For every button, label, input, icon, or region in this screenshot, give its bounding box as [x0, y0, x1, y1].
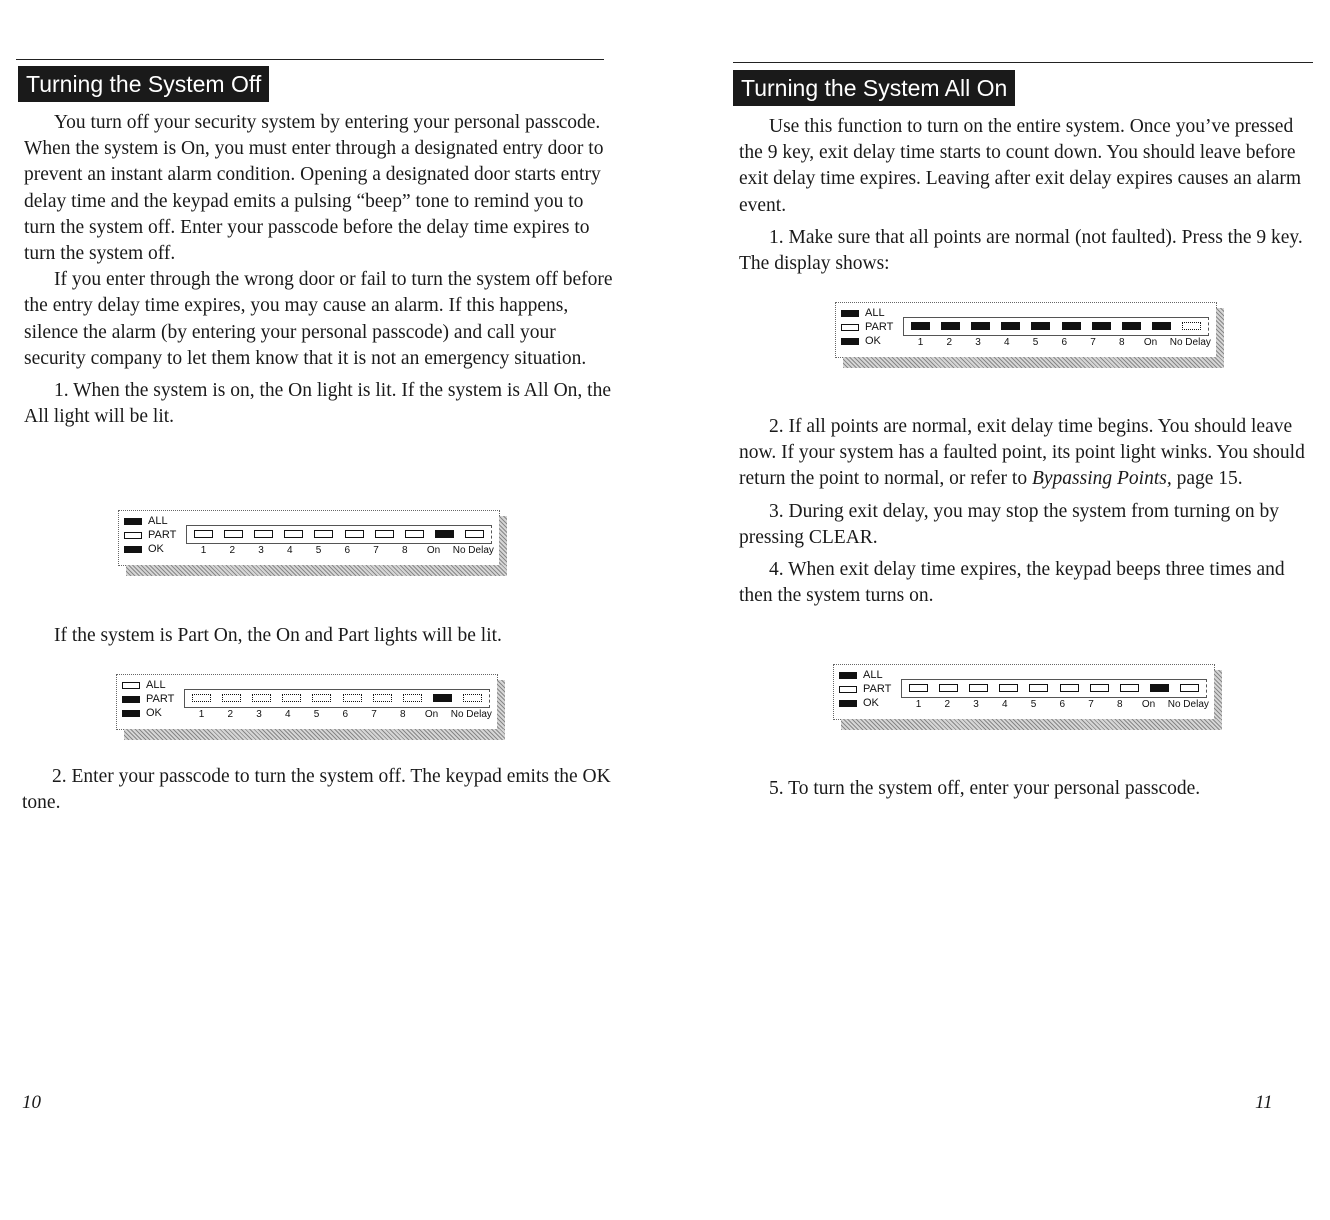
point-number: 3	[256, 709, 262, 720]
point-lights	[192, 694, 482, 702]
ok-label: OK	[146, 707, 162, 719]
right-text-top	[739, 114, 1309, 277]
all-light-off	[122, 682, 140, 689]
point-light-6	[343, 694, 362, 702]
ok-light-on	[841, 338, 859, 345]
point-number: 8	[1116, 699, 1123, 710]
point-number: 3	[973, 699, 979, 710]
no-delay-label: No Delay	[1169, 337, 1211, 348]
point-light-7	[373, 694, 392, 702]
part-light-off	[841, 324, 859, 331]
point-light-6	[1060, 684, 1079, 692]
point-number: 7	[1090, 337, 1096, 348]
point-number: 3	[975, 337, 981, 348]
point-number: 4	[286, 545, 293, 556]
point-number: 4	[1003, 337, 1010, 348]
point-numbers	[192, 709, 492, 720]
point-number: 1	[915, 699, 922, 710]
part-label: PART	[148, 529, 177, 541]
intro-paragraph: You turn off your security system by entering your personal passcode. When the system is On, you must enter through a designated entry door to prevent an instant alarm condition. Opening a designated door starts entry delay time and the keypad emits a pulsing “beep” tone to remind you to turn the system off. Enter your passcode before the delay time expires to turn the system off.	[24, 112, 604, 265]
point-light-3	[969, 684, 988, 692]
no-delay-light	[1180, 684, 1199, 692]
ok-label: OK	[863, 697, 879, 709]
point-number: 2	[944, 699, 951, 710]
point-light-7	[1090, 684, 1109, 692]
display-shadow	[124, 729, 505, 740]
section-heading: Turning the System All On	[733, 70, 1015, 106]
no-delay-label: No Delay	[1167, 699, 1209, 710]
all-label: ALL	[863, 669, 883, 681]
step-3: 3. During exit delay, you may stop the system from turning on by pressing CLEAR.	[739, 500, 1279, 548]
point-light-8	[403, 694, 422, 702]
point-number: 2	[946, 337, 953, 348]
point-light-8	[1120, 684, 1139, 692]
point-light-4	[282, 694, 301, 702]
all-indicator	[839, 669, 883, 681]
right-text-middle	[739, 414, 1309, 609]
point-light-5	[1031, 322, 1050, 330]
point-number: 8	[401, 545, 408, 556]
point-light-8	[405, 530, 424, 538]
keypad-display-exit-delay	[835, 302, 1225, 370]
step-2-text: 2. If all points are normal, exit delay time begins. You should leave now. If your system has a faulted point, its point light winks. You should return the point to normal, or refer to	[739, 416, 1305, 490]
point-light-3	[254, 530, 273, 538]
keypad-display-part-on	[116, 674, 506, 742]
all-label: ALL	[865, 307, 885, 319]
all-indicator	[124, 515, 168, 527]
point-lights	[194, 530, 484, 538]
intro-paragraph: Use this function to turn on the entire system. Once you’ve pressed the 9 key, exit delay time starts to count down. You should leave before exit delay time expires. Leaving after exit delay expires causes an alarm event.	[739, 116, 1302, 216]
part-label: PART	[146, 693, 175, 705]
point-light-8	[1122, 322, 1141, 330]
on-light	[1152, 322, 1171, 330]
step-5: 5. To turn the system off, enter your personal passcode.	[769, 778, 1201, 799]
point-light-1	[911, 322, 930, 330]
keypad-display-all-on	[833, 664, 1223, 732]
point-number: 5	[1032, 337, 1039, 348]
no-delay-label: No Delay	[452, 545, 494, 556]
on-label: On	[1141, 699, 1156, 710]
on-label: On	[424, 709, 439, 720]
point-light-2	[939, 684, 958, 692]
part-indicator	[122, 693, 174, 705]
ok-light-on	[122, 710, 140, 717]
part-indicator	[839, 683, 891, 695]
point-number: 7	[373, 545, 379, 556]
ok-indicator	[124, 543, 164, 555]
point-light-7	[1092, 322, 1111, 330]
display-shadow	[843, 357, 1224, 368]
point-number: 6	[1061, 337, 1068, 348]
no-delay-light	[463, 694, 482, 702]
all-light-on	[124, 518, 142, 525]
display-shadow	[841, 719, 1222, 730]
point-light-6	[1062, 322, 1081, 330]
point-light-4	[999, 684, 1018, 692]
on-label: On	[1143, 337, 1158, 348]
point-number: 8	[1118, 337, 1125, 348]
step-2-page: page 15.	[1171, 468, 1243, 490]
point-number: 1	[917, 337, 924, 348]
step-2-block	[22, 764, 612, 816]
step-2: 2. Enter your passcode to turn the system off. The keypad emits the OK tone.	[22, 766, 611, 814]
page-number: 11	[1255, 1092, 1273, 1113]
point-number: 4	[284, 709, 291, 720]
part-label: PART	[863, 683, 892, 695]
point-light-5	[314, 530, 333, 538]
on-light	[435, 530, 454, 538]
point-light-2	[222, 694, 241, 702]
keypad-display-all-on	[118, 510, 508, 578]
step-1: 1. Make sure that all points are normal (not faulted). Press the 9 key. The display shows:	[739, 226, 1303, 275]
point-number: 1	[198, 709, 205, 720]
no-delay-light	[1182, 322, 1201, 330]
header-rule	[733, 62, 1313, 63]
page-11	[665, 0, 1330, 1220]
ok-indicator	[122, 707, 162, 719]
no-delay-label: No Delay	[450, 709, 492, 720]
point-numbers	[194, 545, 494, 556]
point-number: 7	[371, 709, 377, 720]
ok-indicator	[839, 697, 879, 709]
point-light-4	[284, 530, 303, 538]
ok-indicator	[841, 335, 881, 347]
point-number: 6	[344, 545, 351, 556]
all-label: ALL	[146, 679, 166, 691]
point-light-2	[941, 322, 960, 330]
point-light-2	[224, 530, 243, 538]
header-rule	[16, 59, 604, 60]
on-label: On	[426, 545, 441, 556]
step-2	[739, 414, 1309, 493]
no-delay-light	[465, 530, 484, 538]
point-light-7	[375, 530, 394, 538]
point-number: 2	[227, 709, 234, 720]
display-shadow	[126, 565, 507, 576]
part-label: PART	[865, 321, 894, 333]
point-light-5	[1029, 684, 1048, 692]
on-light	[1150, 684, 1169, 692]
part-on-note-block	[24, 623, 614, 649]
part-on-note: If the system is Part On, the On and Part lights will be lit.	[54, 625, 502, 646]
part-light-off	[124, 532, 142, 539]
all-label: ALL	[148, 515, 168, 527]
point-light-6	[345, 530, 364, 538]
point-number: 4	[1001, 699, 1008, 710]
point-number: 6	[342, 709, 349, 720]
point-number: 6	[1059, 699, 1066, 710]
all-indicator	[841, 307, 885, 319]
point-number: 8	[399, 709, 406, 720]
ok-light-on	[124, 546, 142, 553]
left-text-top	[24, 110, 614, 430]
section-heading: Turning the System Off	[18, 66, 269, 102]
all-indicator	[122, 679, 166, 691]
point-number: 5	[315, 545, 322, 556]
all-light-on	[841, 310, 859, 317]
on-light	[433, 694, 452, 702]
step-1: 1. When the system is on, the On light is lit. If the system is All On, the All light will be lit.	[24, 380, 611, 428]
point-number: 7	[1088, 699, 1094, 710]
point-number: 5	[1030, 699, 1037, 710]
part-light-off	[839, 686, 857, 693]
part-indicator	[841, 321, 893, 333]
point-lights	[911, 322, 1201, 330]
ok-label: OK	[865, 335, 881, 347]
part-light-on	[122, 696, 140, 703]
point-number: 3	[258, 545, 264, 556]
point-light-1	[909, 684, 928, 692]
bypassing-points-reference: Bypassing Points,	[1031, 468, 1172, 490]
point-number: 1	[200, 545, 207, 556]
wrong-door-paragraph: If you enter through the wrong door or fail to turn the system off before the entry delay time expires, you may cause an alarm. If this happens, silence the alarm (by entering your personal passcode) and call your security company to let them know that it is not an emergency situation.	[24, 269, 613, 369]
ok-light-on	[839, 700, 857, 707]
point-light-3	[252, 694, 271, 702]
step-5-block	[739, 776, 1309, 802]
page-number: 10	[22, 1092, 41, 1113]
point-numbers	[911, 337, 1211, 348]
point-light-5	[312, 694, 331, 702]
step-4: 4. When exit delay time expires, the keypad beeps three times and then the system turns on.	[739, 559, 1285, 607]
all-light-on	[839, 672, 857, 679]
point-number: 5	[313, 709, 320, 720]
ok-label: OK	[148, 543, 164, 555]
point-light-1	[192, 694, 211, 702]
point-number: 2	[229, 545, 236, 556]
point-lights	[909, 684, 1199, 692]
point-numbers	[909, 699, 1209, 710]
point-light-4	[1001, 322, 1020, 330]
point-light-3	[971, 322, 990, 330]
part-indicator	[124, 529, 176, 541]
point-light-1	[194, 530, 213, 538]
